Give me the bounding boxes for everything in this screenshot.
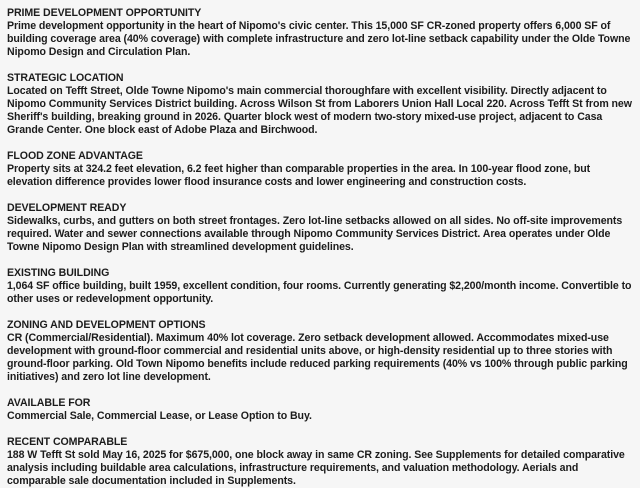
section-heading: PRIME DEVELOPMENT OPPORTUNITY [7,7,202,19]
section-body: Property sits at 324.2 feet elevation, 6.2 feet higher than comparable properties in the area. In 100-year flood zone, but elevation difference provides lower flood insurance costs and lower engineering and construction costs. [7,163,591,188]
section-body: 1,064 SF office building, built 1959, excellent condition, four rooms. Currently generating $2,200/month income. Convertible to other uses or redevelopment opportunity. [7,280,632,305]
section-heading: ZONING AND DEVELOPMENT OPTIONS [7,319,206,331]
section-body: 188 W Tefft St sold May 16, 2025 for $675,000, one block away in same CR zoning. See Supplements for detailed comparative analysis including buildable area calculations, infrastructure requirements, and valuation methodology. Aerials and comparable sale documentation included in Supplements. [7,449,625,487]
section-heading: AVAILABLE FOR [7,397,91,409]
section-available-for [7,397,633,423]
section-body: Commercial Sale, Commercial Lease, or Lease Option to Buy. [7,410,312,422]
section-flood-zone-advantage [7,150,633,189]
section-heading: DEVELOPMENT READY [7,202,127,214]
section-strategic-location [7,72,633,137]
section-body: Sidewalks, curbs, and gutters on both street frontages. Zero lot-line setbacks allowed on all sides. No off-site improvements required. Water and sewer connections available through Nipomo Community Services District. Area operates under Olde Towne Nipomo Design Plan with streamlined development guidelines. [7,215,623,253]
section-development-ready [7,202,633,254]
section-zoning-and-development-options [7,319,633,384]
section-heading: EXISTING BUILDING [7,267,110,279]
section-heading: STRATEGIC LOCATION [7,72,124,84]
section-existing-building [7,267,633,306]
section-heading: RECENT COMPARABLE [7,436,128,448]
section-recent-comparable [7,436,633,488]
section-body: Prime development opportunity in the heart of Nipomo's civic center. This 15,000 SF CR-zoned property offers 6,000 SF of building coverage area (40% coverage) with complete infrastructure and zero lot-line setback capability under the Olde Towne Nipomo Design and Circulation Plan. [7,20,631,58]
section-body: Located on Tefft Street, Olde Towne Nipomo's main commercial thoroughfare with excellent visibility. Directly adjacent to Nipomo Community Services District building. Across Wilson St from Laborers Union Hall Local 220. Across Tefft St from new Sheriff's building, breaking ground in 2026. Quarter block west of modern two-story mixed-use project, adjacent to Casa Grande Center. One block east of Adobe Plaza and Birchwood. [7,85,632,136]
section-body: CR (Commercial/Residential). Maximum 40% lot coverage. Zero setback development allowed. Accommodates mixed-use development with ground-floor commercial and residential units above, or high-density residential up to three stories with ground-floor parking. Old Town Nipomo benefits include reduced parking requirements (40% vs 100% through public parking initiatives) and zero lot line development. [7,332,628,383]
section-heading: FLOOD ZONE ADVANTAGE [7,150,143,162]
section-prime-development-opportunity [7,7,633,59]
